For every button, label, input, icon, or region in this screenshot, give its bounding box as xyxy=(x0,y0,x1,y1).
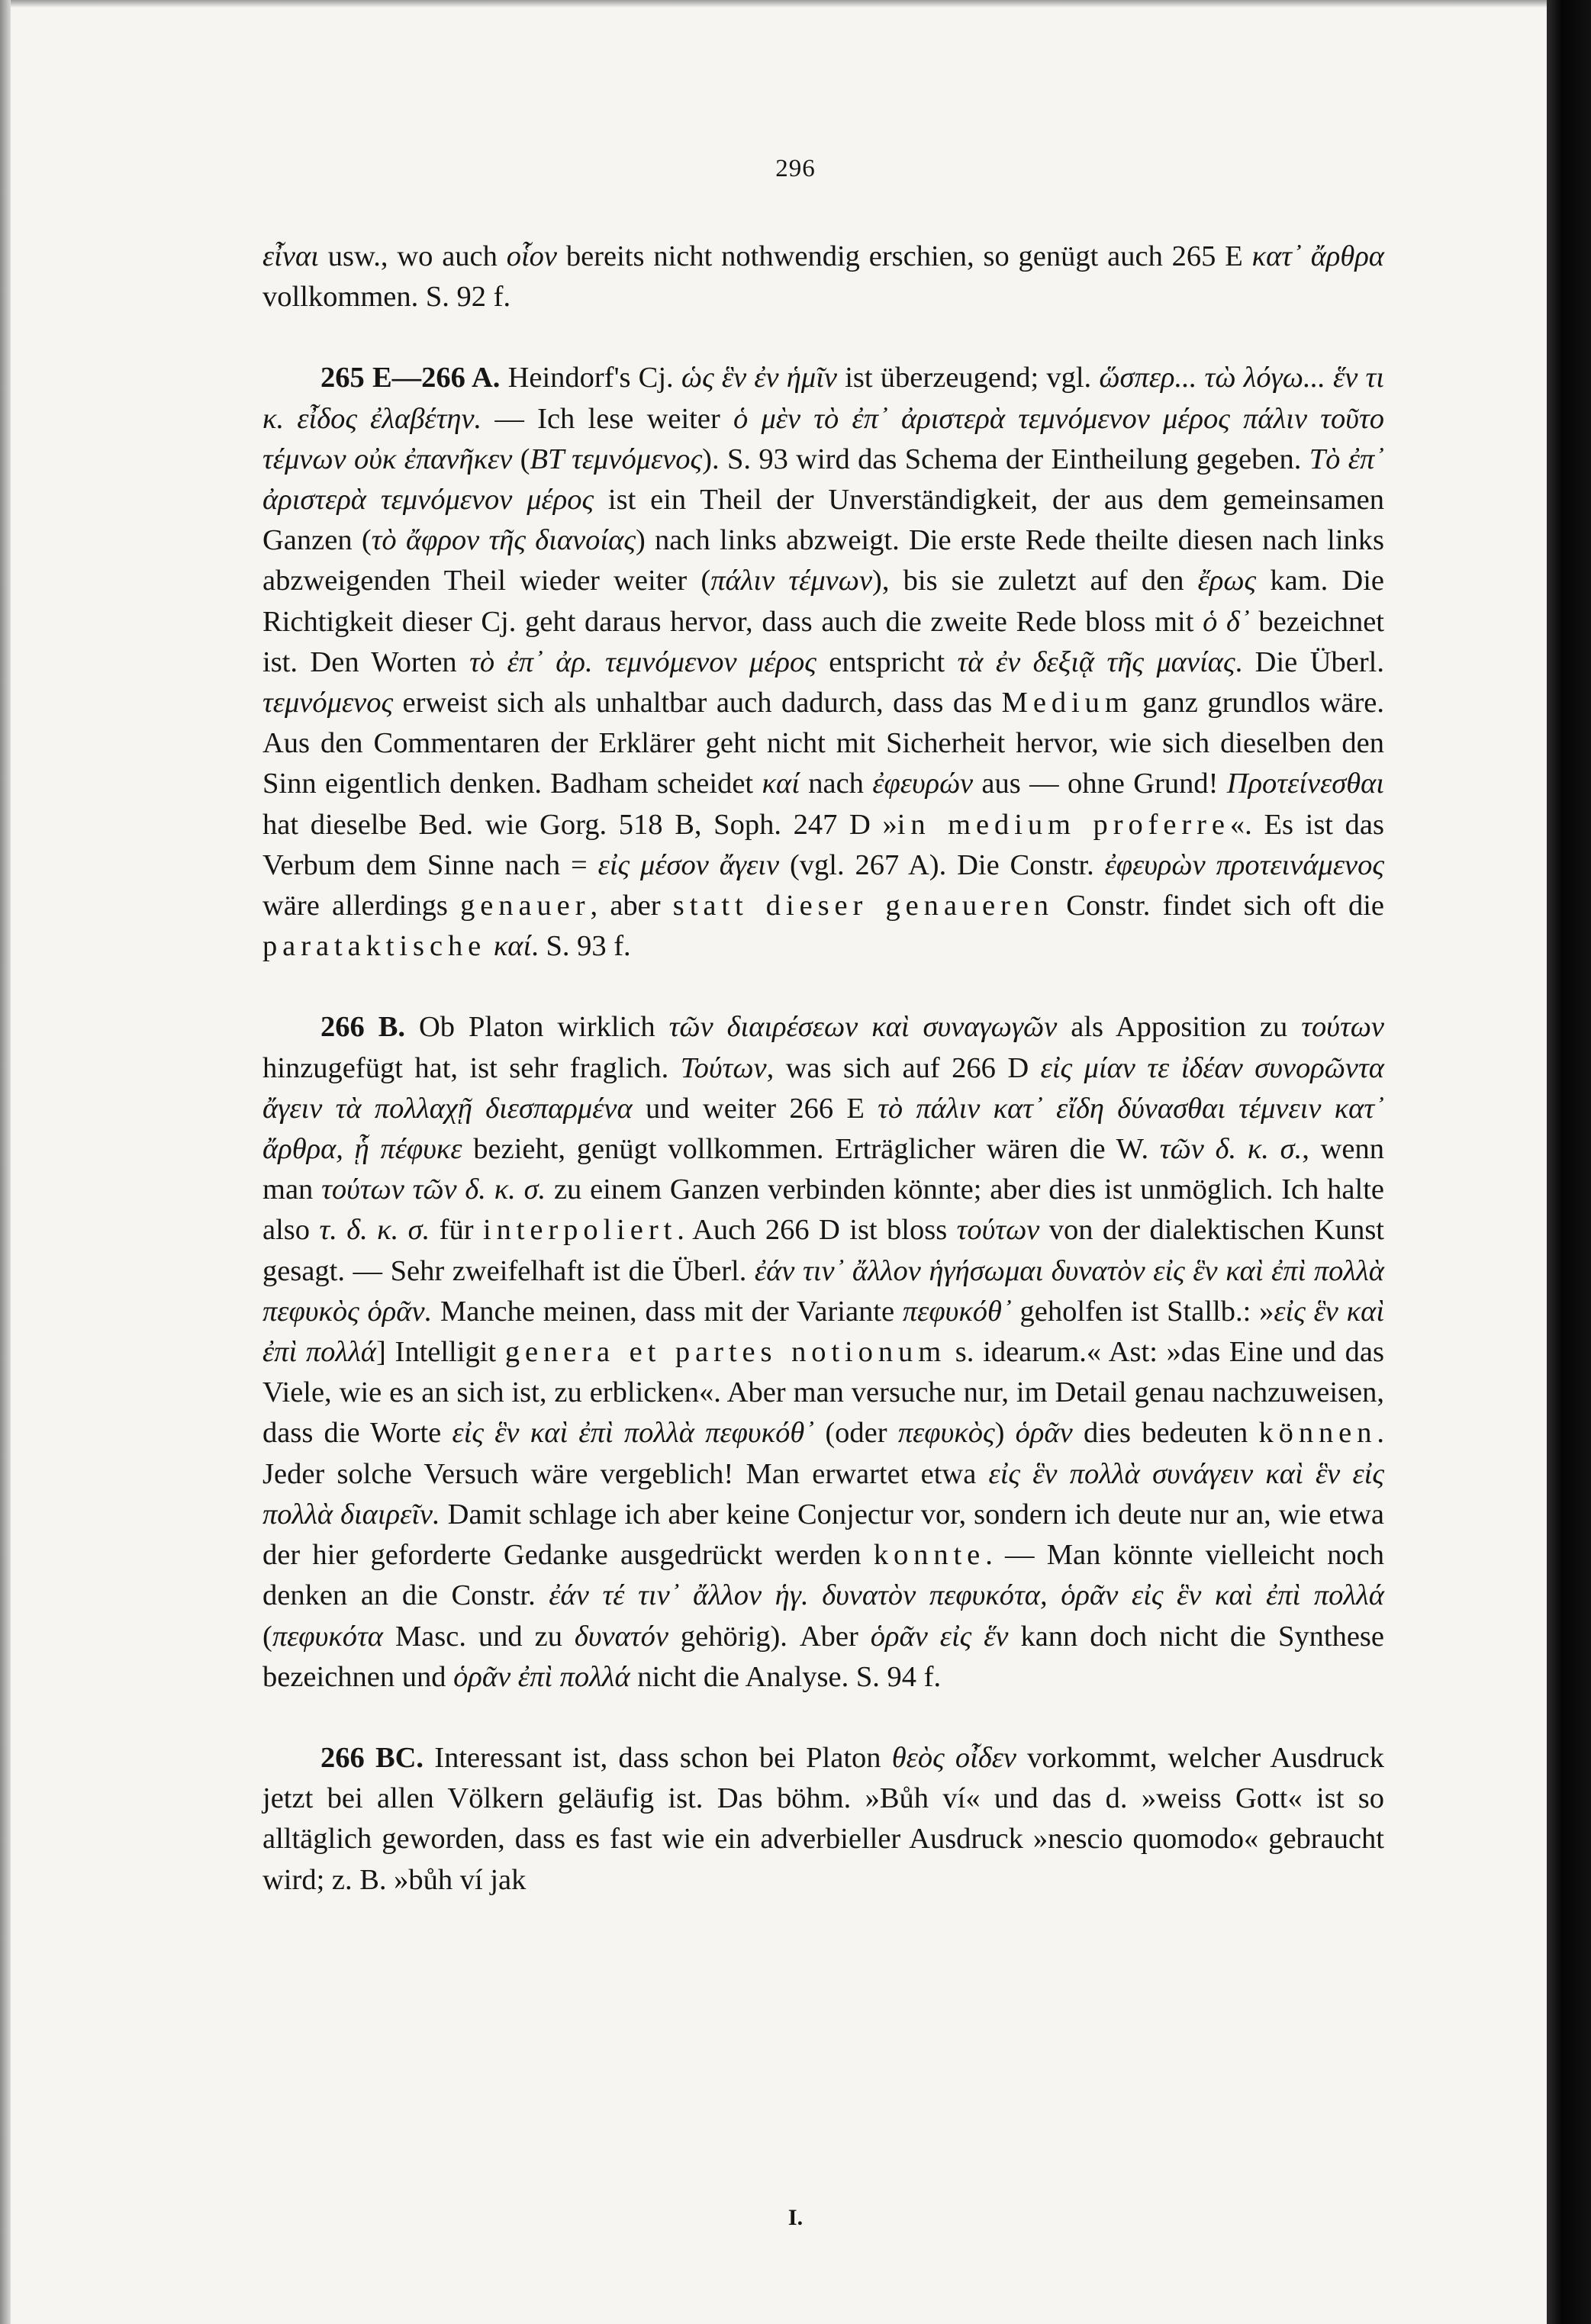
greek-quote: τούτων τῶν δ. κ. σ. xyxy=(321,1173,546,1206)
greek-quote: εἰς ἓν πολλὰ συνάγειν καὶ ἓν εἰς πολλὰ διαιρεῖν. xyxy=(262,1457,1384,1531)
text-run: ( xyxy=(262,1620,272,1653)
greek-quote: ἐάν τέ τιν᾽ ἄλλον ἡγ. δυνατὸν πεφυκότα, ὁρᾶν εἰς ἓν καὶ ἐπὶ πολλά xyxy=(549,1579,1384,1612)
lemma-reference: 266 B. xyxy=(320,1011,406,1044)
greek-quote: εἰς ἓν καὶ ἐπὶ πολλά xyxy=(262,1295,1385,1369)
greek-quote: τῶν διαιρέσεων καὶ συναγωγῶν xyxy=(668,1011,1058,1044)
greek-quote: τῶν δ. κ. σ. xyxy=(1159,1133,1303,1166)
text-run: kam. Die Richtigkeit dieser Cj. geht daraus hervor, dass auch die zweite Rede bloss mit xyxy=(262,565,1385,638)
text-run: ), bis sie zuletzt auf den xyxy=(872,565,1198,597)
greek-quote: τὰ ἐν δεξιᾷ τῆς μανίας xyxy=(957,645,1235,678)
text-run: ) xyxy=(994,1417,1016,1450)
text-run: hat dieselbe Bed. wie Gorg. 518 B, Soph. 247 D » xyxy=(262,808,897,841)
text-run: Damit schlage ich aber keine Conjectur vor, sondern ich deute nur an, wie etwa der hier geforderte Gedanke ausgedrückt werden xyxy=(262,1498,1384,1572)
paragraph-266b xyxy=(262,1007,1384,1697)
greek-quote: πεφυκὸς xyxy=(897,1417,995,1450)
text-run: . S. 93 f. xyxy=(531,930,631,963)
greek-quote: εἰς μέσον ἄγειν xyxy=(597,848,780,881)
text-run: s. idearum.« Ast: »das Eine und das Viele, wie es an sich ist, zu erblicken«. Aber man versuche nur, im Detail genau nachzuweisen, dass die Worte xyxy=(262,1336,1384,1450)
text-run: nicht die Analyse. S. 94 f. xyxy=(630,1660,942,1693)
greek-quote: Τούτων xyxy=(680,1051,767,1084)
greek-quote: ἐάν τιν᾽ ἄλλον ἡγήσωμαι δυνατὸν εἰς ἓν καὶ ἐπὶ πολλὰ πεφυκὸς ὁρᾶν. xyxy=(262,1254,1384,1328)
spaced-emphasis: statt dieser genaueren xyxy=(672,890,1054,922)
text-run: dies bedeuten xyxy=(1072,1417,1259,1450)
text-run: ganz grundlos wäre. Aus den Commentaren der Erklärer geht nicht mit Sicherheit hervor, wie sich dieselben den Sinn eigentlich denken. Badham scheidet xyxy=(262,687,1384,800)
scan-right-edge xyxy=(1547,0,1591,2324)
text-run: erweist sich als unhaltbar auch dadurch, dass das xyxy=(393,687,1002,719)
text-run: Constr. findet sich oft die xyxy=(1054,890,1384,922)
text-run: — Ich lese weiter xyxy=(481,402,733,435)
greek-quote: πεφυκόθ᾽ xyxy=(902,1295,1012,1328)
greek-quote: ὁ δ᾽ xyxy=(1203,605,1250,638)
text-run: Masc. und zu xyxy=(382,1620,575,1653)
greek-quote: ὁρᾶν xyxy=(1015,1417,1073,1450)
scan-left-edge xyxy=(0,0,11,2324)
text-run: , aber xyxy=(590,890,673,922)
greek-quote: ὁρᾶν εἰς ἕν xyxy=(870,1620,1009,1653)
greek-quote: δυνατόν xyxy=(574,1620,668,1653)
paragraph-266bc xyxy=(262,1738,1384,1901)
greek-quote: τούτων xyxy=(956,1214,1040,1247)
text-run: für xyxy=(430,1214,483,1247)
greek-quote: εἰς μίαν τε ἰδέαν συνορῶντα ἄγειν τὰ πολλαχῇ διεσπαρμένα xyxy=(262,1051,1385,1125)
greek-quote: ὥσπερ... τὼ λόγω... ἕν τι κ. εἶδος ἐλαβέτην. xyxy=(262,362,1384,435)
spaced-emphasis: Medium xyxy=(1001,687,1133,719)
greek-quote: πάλιν τέμνων xyxy=(710,565,873,597)
text-run: usw., wo auch xyxy=(318,240,507,272)
text-run: . — Man könnte vielleicht noch denken an die Constr. xyxy=(262,1539,1384,1612)
lemma-reference: 265 E—266 A. xyxy=(320,362,501,394)
greek-quote: ἔρως xyxy=(1197,565,1257,597)
text-run: . Die Überl. xyxy=(1235,645,1384,678)
lemma-reference: 266 BC. xyxy=(320,1741,424,1774)
text-run xyxy=(486,930,494,962)
text-run: Interessant ist, dass schon bei Platon xyxy=(424,1741,892,1774)
text-run: Manche meinen, dass mit der Variante xyxy=(432,1295,903,1328)
greek-quote: τούτων xyxy=(1301,1011,1385,1044)
paragraph-265e-266a xyxy=(262,358,1384,967)
text-column xyxy=(262,237,1384,1901)
text-run: entspricht xyxy=(816,645,958,678)
text-run: . Jeder solche Versuch wäre vergeblich! Man erwartet etwa xyxy=(262,1417,1384,1490)
greek-quote: καί xyxy=(762,768,800,800)
spaced-emphasis: genera et partes notionum xyxy=(504,1336,947,1369)
spaced-emphasis: parataktische xyxy=(262,930,487,963)
text-run: kann doch nicht die Synthese bezeichnen und xyxy=(262,1620,1384,1693)
text-run: nach xyxy=(799,768,873,800)
text-run: wäre allerdings xyxy=(262,890,461,922)
page-number: 296 xyxy=(775,155,816,182)
signature-mark: I. xyxy=(787,2205,804,2230)
scan-top-edge xyxy=(0,0,1591,8)
text-run: ist überzeugend; vgl. xyxy=(837,362,1100,394)
spaced-emphasis: interpoliert xyxy=(482,1214,678,1247)
greek-quote: ὁρᾶν ἐπὶ πολλά xyxy=(453,1660,630,1693)
text-run: bereits nicht nothwendig erschien, so genügt auch 265 E xyxy=(557,240,1252,272)
greek-quote: ἐφευρὼν προτεινάμενος xyxy=(1104,848,1384,881)
text-run: zu einem Ganzen verbinden könnte; aber dies ist unmöglich. Ich halte also xyxy=(262,1173,1384,1247)
greek-quote: πεφυκότα xyxy=(272,1620,383,1653)
text-run: . Auch 266 D ist bloss xyxy=(677,1214,957,1247)
greek-quote: τ. δ. κ. σ. xyxy=(319,1214,430,1247)
greek-quote: εἶναι xyxy=(262,240,319,272)
spaced-emphasis: genauer xyxy=(460,890,591,922)
text-run: , wenn man xyxy=(262,1133,1385,1206)
text-run: hinzugefügt hat, ist sehr fraglich. xyxy=(262,1051,681,1084)
greek-quote: τὸ ἐπ᾽ ἀρ. τεμνόμενον μέρος xyxy=(469,645,816,678)
text-run: vorkommt, welcher Ausdruck jetzt bei allen Völkern geläufig ist. Das böhm. »Bůh ví« und das d. »weiss Gott« ist so alltäglich geworden, dass es fast wie ein adverbieller Ausdruck »nescio quomodo« gebraucht wird; z. B. »bůh ví jak xyxy=(262,1741,1384,1896)
text-run: ) nach links abzweigt. Die erste Rede theilte diesen nach links abzweigenden Theil wieder weiter ( xyxy=(262,524,1385,597)
text-run: Heindorf's Cj. xyxy=(500,362,681,394)
text-run: bezeichnet ist. Den Worten xyxy=(262,605,1384,678)
text-run: als Apposition zu xyxy=(1057,1011,1302,1044)
text-run: ist ein Theil der Unverständigkeit, der aus dem gemeinsamen Ganzen ( xyxy=(262,484,1384,557)
text-run: vollkommen. S. 92 f. xyxy=(262,281,511,314)
text-run: bezieht, genügt vollkommen. Erträglicher wären die W. xyxy=(462,1133,1160,1166)
spaced-emphasis: konnte xyxy=(873,1539,986,1572)
text-run: «. Es ist das Verbum dem Sinne nach = xyxy=(262,808,1384,881)
text-run: Ob Platon wirklich xyxy=(405,1011,669,1044)
spaced-emphasis: können xyxy=(1258,1417,1377,1450)
spaced-emphasis: in medium proferre xyxy=(897,808,1230,841)
text-run: (oder xyxy=(814,1417,898,1450)
greek-quote: κατ᾽ ἄρθρα xyxy=(1251,240,1385,272)
greek-quote: Τὸ ἐπ᾽ ἀριστερὰ τεμνόμενον μέρος xyxy=(262,443,1384,517)
text-run: , was sich auf 266 D xyxy=(766,1051,1041,1084)
text-run: ). S. 93 wird das Schema der Eintheilung gegeben. xyxy=(702,443,1309,475)
paragraph-continuation xyxy=(262,237,1384,317)
greek-quote: τεμνόμενος xyxy=(262,687,394,719)
greek-quote: εἰς ἓν καὶ ἐπὶ πολλὰ πεφυκόθ᾽ xyxy=(452,1417,815,1450)
text-run: gehörig). Aber xyxy=(668,1620,871,1653)
text-run: und weiter 266 E xyxy=(632,1092,878,1125)
text-run: geholfen ist Stallb.: » xyxy=(1011,1295,1274,1328)
greek-quote: τὸ πάλιν κατ᾽ εἴδη δύνασθαι τέμνειν κατ᾽ ἄρθρα, ᾗ πέφυκε xyxy=(262,1092,1384,1166)
greek-quote: BT τεμνόμενος xyxy=(530,443,703,475)
greek-quote: Προτείνεσθαι xyxy=(1226,768,1385,800)
greek-quote: θεὸς οἶδεν xyxy=(891,1741,1016,1774)
greek-quote: τὸ ἄφρον τῆς διανοίας xyxy=(371,524,636,557)
text-run: (vgl. 267 A). Die Constr. xyxy=(779,848,1105,881)
text-run: von der dialektischen Kunst gesagt. — Sehr zweifelhaft ist die Überl. xyxy=(262,1214,1384,1287)
text-run: aus — ohne Grund! xyxy=(973,768,1227,800)
greek-quote: ὡς ἓν ἐν ἡμῖν xyxy=(681,362,838,394)
greek-quote: ἐφευρών xyxy=(872,768,974,800)
greek-quote: ὁ μὲν τὸ ἐπ᾽ ἀριστερὰ τεμνόμενον μέρος πάλιν τοῦτο τέμνων οὐκ ἐπανῆκεν xyxy=(262,402,1384,475)
greek-quote: οἷον xyxy=(506,240,558,272)
text-run: ( xyxy=(512,443,530,475)
greek-quote: καί xyxy=(493,930,532,963)
text-run: ] Intelligit xyxy=(375,1336,505,1369)
